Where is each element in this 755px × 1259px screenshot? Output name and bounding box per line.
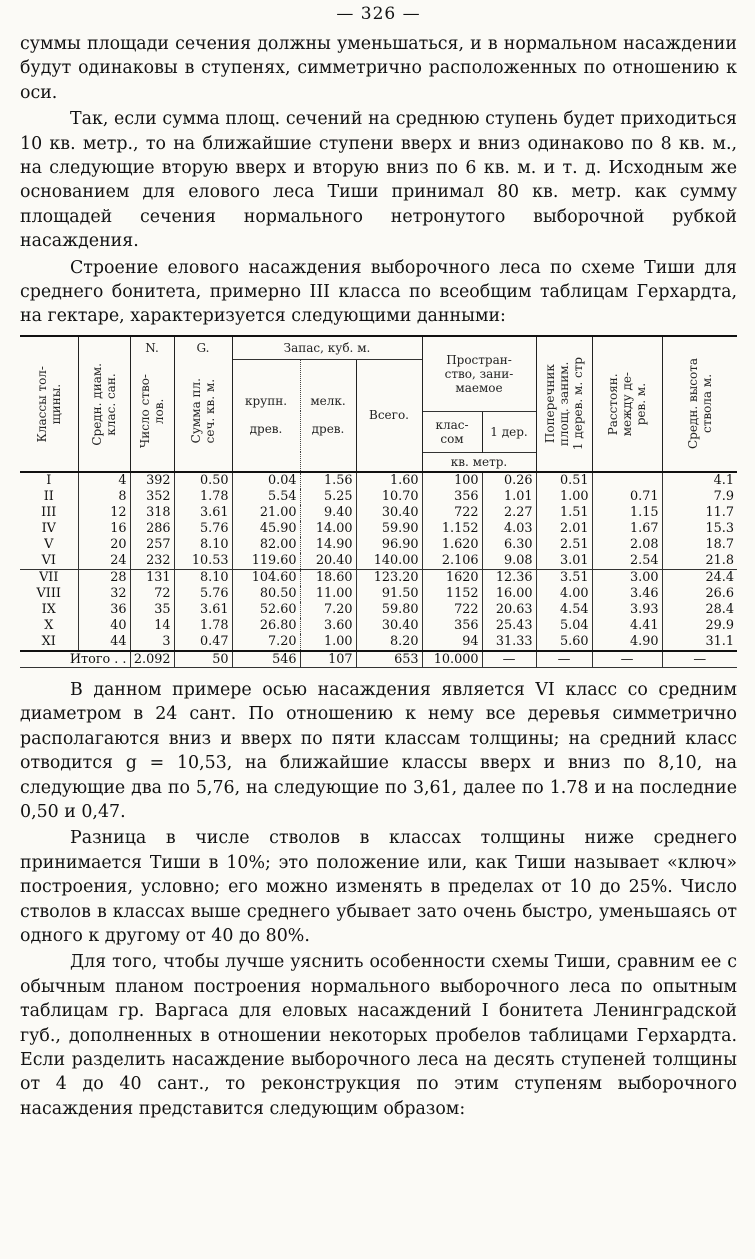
header-height: Средн. высота ствола м. (662, 336, 737, 471)
header-volume-group: Запас, куб. м. (232, 336, 422, 360)
table-row: X 40 14 1.78 26.80 3.60 30.40 356 25.43 5.04 4.41 29.9 (20, 618, 737, 634)
header-cross-section: Поперечник площ. заним. 1 дерев. м. стр (536, 336, 592, 471)
header-mean-diameter: Средн. диам. клас. сан. (78, 336, 130, 471)
table-row: IV 16 286 5.76 45.90 14.00 59.90 1.152 4.03 2.01 1.67 15.3 (20, 521, 737, 537)
paragraph-difference: Разница в числе стволов в классах толщины ниже среднего принимается Тиши в 10%; это положение или, как Тиши называет «ключ» построения, условно; его можно изменять в пределах от 10 до 25%. Число стволов в классах выше среднего убывает зато очень быстро, уменьшаясь от одного к другому от 40 до 80%. (20, 828, 737, 946)
header-stems: N. Число ство- лов. (130, 336, 174, 471)
table-row: XI 44 3 0.47 7.20 1.00 8.20 94 31.33 5.60 4.90 31.1 (20, 634, 737, 651)
paragraph-continuation: суммы площади сечения должны уменьшаться, и в нормальном насаждении будут одинаковы в ступенях, симметрично расположенных по отношению к оси. (20, 34, 737, 103)
header-large-wood: крупн. древ. (232, 359, 300, 471)
table-row: I 4 392 0.50 0.04 1.56 1.60 100 0.26 0.51 4.1 (20, 472, 737, 489)
stand-structure-table (20, 335, 737, 668)
table-totals-row: Итого . . 2.092 50 546 107 653 10.000 — — — — (20, 651, 737, 668)
header-per-class: клас- сом (422, 411, 482, 452)
header-per-tree: 1 дер. (482, 411, 536, 452)
paragraph-axis: В данном примере осью насаждения является VI класс со средним диаметром в 24 сант. По отношению к нему все деревья симметрично располагаются вниз и вверх по пяти классам толщины; на средний класс отводится g = 10,53, на ближайшие классы вверх и вниз по 8,10, на следующие два по 5,76, на следующие по 3,61, далее по 1.78 и на последние 0,50 и 0,47. (20, 679, 737, 822)
table-row: VIII 32 72 5.76 80.50 11.00 91.50 1152 16.00 4.00 3.46 26.6 (20, 586, 737, 602)
table-row: IX 36 35 3.61 52.60 7.20 59.80 722 20.63 4.54 3.93 28.4 (20, 602, 737, 618)
paragraph-structure-intro: Строение елового насаждения выборочного леса по схеме Тиши для среднего бонитета, примерно III класса по всеобщим таблицам Герхардта, на гектаре, характеризуется следующими данными: (20, 257, 737, 327)
header-g-label: G. (196, 340, 210, 355)
header-total: Всего. (356, 359, 422, 471)
header-classes: Классы тол- щины. (20, 336, 78, 471)
table-row: VI 24 232 10.53 119.60 20.40 140.00 2.106 9.08 3.01 2.54 21.8 (20, 553, 737, 570)
page-number: — 326 — (336, 4, 421, 24)
table-row: II 8 352 1.78 5.54 5.25 10.70 356 1.01 1.00 0.71 7.9 (20, 489, 737, 505)
header-units: кв. метр. (422, 452, 536, 471)
header-small-wood: мелк. древ. (300, 359, 356, 471)
header-basal-area: G. Сумма пл. сеч. кв. м. (174, 336, 232, 471)
header-n-label: N. (145, 340, 159, 355)
header-distance: Расстоян. между де- рев. м. (592, 336, 662, 471)
table-row: VII 28 131 8.10 104.60 18.60 123.20 1620 12.36 3.51 3.00 24.4 (20, 569, 737, 586)
paragraph-comparison: Для того, чтобы лучше уяснить особенности схемы Тиши, сравним ее с обычным планом построения нормального выборочного леса по опытным таблицам гр. Варгаса для еловых насаждений I бонитета Ленинградской губ., дополненных в отношении некоторых пробелов таблицами Герхардта. Если разделить насаждение выборочного леса на десять ступеней толщины от 4 до 40 сант., то реконструкция по этим ступеням выборочного насаждения представится следующим образом: (20, 952, 737, 1119)
table-row: V 20 257 8.10 82.00 14.90 96.90 1.620 6.30 2.51 2.08 18.7 (20, 537, 737, 553)
paragraph-basal-area: Так, если сумма площ. сечений на среднюю ступень будет приходиться 10 кв. метр., то на ближайшие ступени вверх и вниз одинаково по 8 кв. м., на следующие вторую вверх и вторую вниз по 6 кв. м. и т. д. Исходным же основанием для елового леса Тиши принимал 80 кв. метр. как сумму площадей сечения нормального нетронутого выборочной рубкой насаждения. (20, 109, 737, 252)
table-row: III 12 318 3.61 21.00 9.40 30.40 722 2.27 1.51 1.15 11.7 (20, 505, 737, 521)
header-space-group: Простран- ство, зани- маемое (422, 336, 536, 412)
